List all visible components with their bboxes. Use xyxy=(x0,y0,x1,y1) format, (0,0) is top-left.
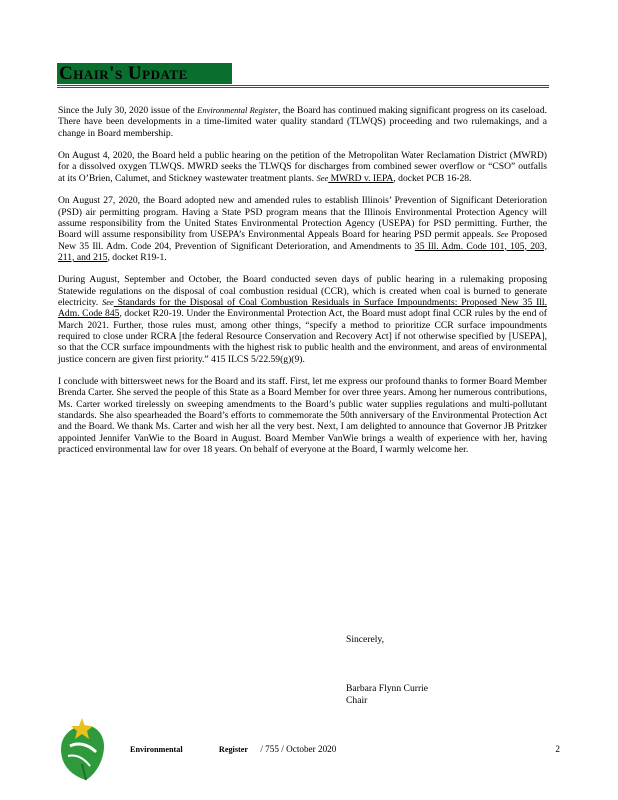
signature-name: Barbara Flynn Currie xyxy=(346,683,429,694)
header-rule xyxy=(57,85,549,88)
rule-citation: 35 Ill. Adm. Code 101, 105, 203, 211, and 215 xyxy=(58,240,547,263)
page-title: Chair's Update xyxy=(57,63,232,84)
signature-role: Chair xyxy=(346,695,368,706)
footer-register: Register xyxy=(218,745,249,754)
page-number: 2 xyxy=(555,744,560,754)
paragraph-5: I conclude with bittersweet news for the Board and its staff. First, let me express our profound thanks to former Board Member Brenda Carter. She served the people of this State as a Board Member for over three years. Among her numerous contributions, Ms. Carter worked tirelessly on sweeping amendments to the Board’s public water supplies regulations and multi-pollutant standards. She also spearheaded the Board’s efforts to commemorate the 50th anniversary of the Environmental Protection Act and the Board. We thank Ms. Carter and wish her all the very best. Next, I am delighted to announce that Governor JB Pritzker appointed Jennifer VanWie to the Board in August. Board Member VanWie brings a wealth of experience with her, having practiced environmental law for over 18 years. On behalf of everyone at the Board, I warmly welcome her. xyxy=(58,376,547,455)
paragraph-2: On August 4, 2020, the Board held a public hearing on the petition of the Metropolitan Water Reclamation District (MWRD) for a dissolved oxygen TLWQS. MWRD seeks the TLWQS for discharges from combined sewer overflow or “CSO” outfalls at its O’Brien, Calumet, and Stickney wastewater treatment plants. See MWRD v. IEPA, docket PCB 16-28. xyxy=(58,150,547,184)
paragraph-1: Since the July 30, 2020 issue of the Environmental Register, the Board has continued making significant progress on its caseload. There have been developments in a time-limited water quality standard (TLWQS) proceeding and two rulemakings, and a change in Board membership. xyxy=(58,105,548,139)
page-footer xyxy=(130,744,560,755)
footer-publication: Environmental xyxy=(130,745,183,754)
article-body xyxy=(58,105,547,467)
paragraph-4: During August, September and October, the Board conducted seven days of public hearing in a rulemaking proposing Statewide regulations on the disposal of coal combustion residual (CCR), which is created when coal is burned to generate electricity. See Standards for the Disposal of Coal Combustion Residuals in Surface Impoundments: Proposed New 35 Ill. Adm. Code 845, docket R20-19. Under the Environmental Protection Act, the Board must adopt final CCR rules by the end of March 2021. Further, those rules must, among other things, “specify a method to prioritize CCR surface impoundments required to close under RCRA [the federal Resource Conservation and Recovery Act] if not otherwise specified by [USEPA], so that the CCR surface impoundments with the highest risk to public health and the environment, and areas of environmental justice concern are given first priority.” 415 ILCS 5/22.59(g)(9). xyxy=(58,274,547,365)
footer-volume: / 755 / October 2020 xyxy=(260,744,337,754)
publication-name: Environmental Register xyxy=(197,105,278,115)
case-citation: MWRD v. IEPA xyxy=(328,172,394,184)
ccr-rule-citation: Standards for the Disposal of Coal Combustion Residuals in Surface Impoundments: Proposed New 35 Ill. Adm. Code 845 xyxy=(58,297,547,320)
leaf-logo-icon xyxy=(56,716,114,782)
signature-closing: Sincerely, xyxy=(346,634,385,645)
paragraph-3: On August 27, 2020, the Board adopted new and amended rules to establish Illinois’ Prevention of Significant Deterioration (PSD) air permitting program. Having a State PSD program means that the Illinois Environmental Protection Agency will assume responsibility from the United States Environmental Protection Agency (USEPA) for PSD permitting. Further, the Board will assume responsibility from USEPA’s Environmental Appeals Board for hearing PSD permit appeals. See Proposed New 35 Ill. Adm. Code 204, Prevention of Significant Deterioration, and Amendments to 35 Ill. Adm. Code 101, 105, 203, 211, and 215, docket R19-1. xyxy=(58,195,548,263)
